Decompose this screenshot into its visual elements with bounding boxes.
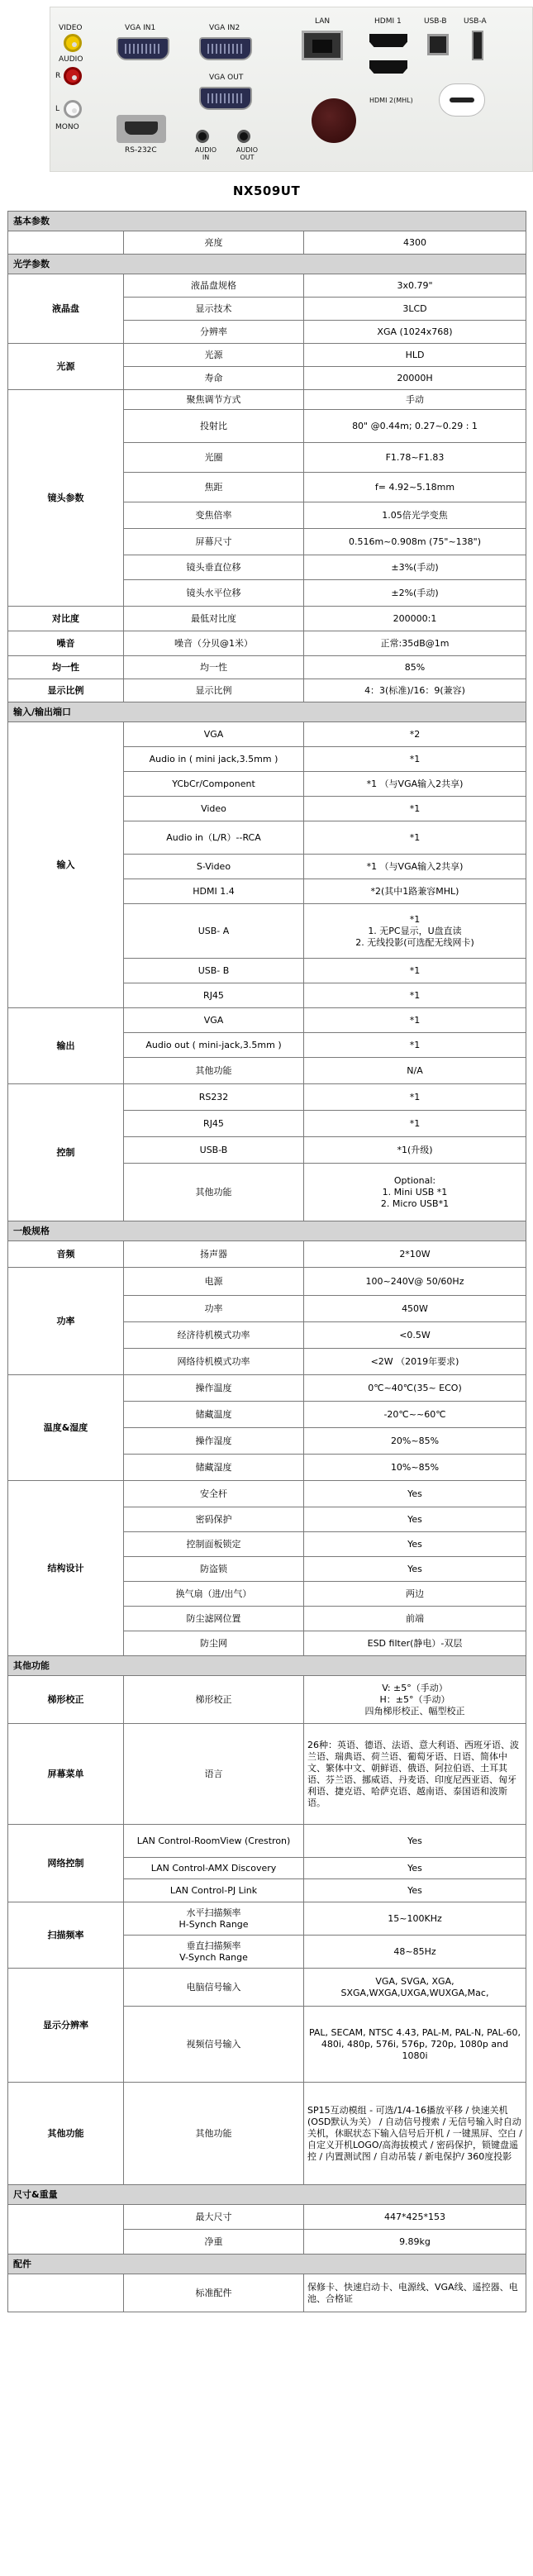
spec-label: 网络待机模式功率 xyxy=(124,1349,304,1375)
spec-value: 10%~85% xyxy=(304,1455,526,1481)
lan-port xyxy=(302,31,343,60)
audio-in-jack xyxy=(196,130,209,143)
spec-label: 水平扫描频率 H-Synch Range xyxy=(124,1902,304,1936)
spec-value: 9.89kg xyxy=(304,2230,526,2255)
spec-value: ±2%(手动) xyxy=(304,580,526,607)
spec-value: 0℃~40℃(35~ ECO) xyxy=(304,1375,526,1402)
spec-value: 手动 xyxy=(304,390,526,410)
table-row xyxy=(8,1241,526,1268)
spec-label: 均一性 xyxy=(124,656,304,679)
spec-label: VGA xyxy=(124,722,304,747)
wireless-dongle-slot xyxy=(439,83,485,117)
spec-value: PAL, SECAM, NTSC 4.43, PAL-M, PAL-N, PAL-60, 480i, 480p, 576i, 576p, 720p, 1080p and 1080i xyxy=(304,2007,526,2083)
spec-value: 前端 xyxy=(304,1607,526,1631)
spec-value: *1 （与VGA输入2共享) xyxy=(304,772,526,797)
panel-label-hdmi1: HDMI 1 xyxy=(374,17,402,26)
vga-in1-port xyxy=(117,37,169,60)
spec-label: 光源 xyxy=(124,344,304,367)
spec-label: USB- A xyxy=(124,904,304,959)
spec-value: *1 （与VGA输入2共享) xyxy=(304,855,526,879)
hdmi2-port xyxy=(369,60,407,74)
table-row xyxy=(8,1724,526,1825)
spec-label: 聚焦调节方式 xyxy=(124,390,304,410)
panel-label-usb-a: USB-A xyxy=(464,17,487,26)
panel-label-hdmi2: HDMI 2(MHL) xyxy=(369,97,413,104)
table-row xyxy=(8,1268,526,1296)
spec-label: 其他功能 xyxy=(124,2083,304,2185)
spec-value: *1 xyxy=(304,821,526,855)
spec-value: Yes xyxy=(304,1557,526,1582)
section-optical: 光学参数 xyxy=(8,255,526,274)
spec-label: 其他功能 xyxy=(124,1058,304,1084)
spec-value: *1 xyxy=(304,959,526,983)
spec-value: 3x0.79" xyxy=(304,274,526,298)
panel-label-rs232: RS-232C xyxy=(125,146,157,155)
table-row xyxy=(8,1481,526,1507)
spec-value: 两边 xyxy=(304,1582,526,1607)
spec-label: 最低对比度 xyxy=(124,607,304,631)
rs232-port xyxy=(117,115,166,143)
spec-label: 控制面板锁定 xyxy=(124,1532,304,1557)
spec-table xyxy=(7,211,526,2312)
spec-label: 液晶盘规格 xyxy=(124,274,304,298)
spec-label: 经济待机模式功率 xyxy=(124,1322,304,1349)
table-row xyxy=(8,1969,526,2007)
spec-value: *1 xyxy=(304,983,526,1008)
table-row xyxy=(8,2083,526,2185)
category-env: 温度&湿度 xyxy=(8,1375,124,1481)
spec-value: 48~85Hz xyxy=(304,1936,526,1969)
panel-label-lan: LAN xyxy=(315,17,331,26)
spec-label: RJ45 xyxy=(124,1111,304,1137)
spec-value: Yes xyxy=(304,1507,526,1532)
category-scan: 扫描频率 xyxy=(8,1902,124,1969)
spec-label: 梯形校正 xyxy=(124,1676,304,1724)
section-other: 其他功能 xyxy=(8,1656,526,1676)
category-resolution: 显示分辨率 xyxy=(8,1969,124,2083)
spec-value: ±3%(手动) xyxy=(304,555,526,580)
vga-out-port xyxy=(199,87,252,110)
panel-label-vga-in1: VGA IN1 xyxy=(125,24,156,32)
table-row xyxy=(8,1084,526,1111)
spec-label: Audio in ( mini jack,3.5mm ) xyxy=(124,747,304,772)
spec-value: *1 xyxy=(304,747,526,772)
usb-b-port xyxy=(427,34,449,55)
spec-value: <2W （2019年要求) xyxy=(304,1349,526,1375)
spec-value: Yes xyxy=(304,1879,526,1902)
spec-value: Yes xyxy=(304,1858,526,1879)
spec-value: 0.516m~0.908m (75"~138") xyxy=(304,529,526,555)
spec-label: YCbCr/Component xyxy=(124,772,304,797)
section-general: 一般规格 xyxy=(8,1221,526,1241)
spec-label: 换气扇（进/出气） xyxy=(124,1582,304,1607)
table-row xyxy=(8,344,526,367)
spec-value: 1.05倍光学变焦 xyxy=(304,502,526,529)
category-lcd: 液晶盘 xyxy=(8,274,124,344)
panel-label-vga-in2: VGA IN2 xyxy=(209,24,240,32)
spec-label: Audio in（L/R）--RCA xyxy=(124,821,304,855)
spec-value: 3LCD xyxy=(304,298,526,321)
table-row xyxy=(8,679,526,702)
spec-value: *1 xyxy=(304,1084,526,1111)
spec-value: HLD xyxy=(304,344,526,367)
spec-value: Optional: 1. Mini USB *1 2. Micro USB*1 xyxy=(304,1164,526,1221)
category-noise: 噪音 xyxy=(8,631,124,656)
spec-value: 4：3(标准)/16：9(兼容) xyxy=(304,679,526,702)
spec-label: 净重 xyxy=(124,2230,304,2255)
category-input: 输入 xyxy=(8,722,124,1008)
spec-label: 镜头垂直位移 xyxy=(124,555,304,580)
table-row xyxy=(8,1825,526,1858)
panel-label-video: VIDEO xyxy=(59,24,83,32)
spec-value: *2(其中1路兼容MHL) xyxy=(304,879,526,904)
hdmi1-port xyxy=(369,34,407,47)
table-row xyxy=(8,1375,526,1402)
spec-label: 标准配件 xyxy=(124,2274,304,2312)
category-extra: 其他功能 xyxy=(8,2083,124,2185)
section-accessories: 配件 xyxy=(8,2255,526,2274)
panel-label-audio: AUDIO xyxy=(59,55,83,64)
spec-value: 85% xyxy=(304,656,526,679)
spec-value: 100~240V@ 50/60Hz xyxy=(304,1268,526,1296)
category-power: 功率 xyxy=(8,1268,124,1375)
spec-value: *1 1. 无PC显示，U盘直读 2. 无线投影(可选配无线网卡) xyxy=(304,904,526,959)
spec-label: 最大尺寸 xyxy=(124,2205,304,2230)
spec-value: -20℃~~60℃ xyxy=(304,1402,526,1428)
panel-label-usb-b: USB-B xyxy=(424,17,447,26)
table-row xyxy=(8,607,526,631)
spec-value: 447*425*153 xyxy=(304,2205,526,2230)
spec-value: VGA, SVGA, XGA, SXGA,WXGA,UXGA,WUXGA,Mac, xyxy=(304,1969,526,2007)
spec-label: LAN Control-PJ Link xyxy=(124,1879,304,1902)
spec-value: 20000H xyxy=(304,367,526,390)
spec-label: 防盗锁 xyxy=(124,1557,304,1582)
spec-label: 储藏湿度 xyxy=(124,1455,304,1481)
spec-value: SP15互动模组 - 可选/1/4-16播放平移 / 快速关机(OSD默认为关） / 自动信号搜索 / 无信号输入时自动关机，休眠状态下输入信号后开机 / 一键黑屏、空白 / 自定义开机LOGO/高海拔模式 / 密码保护，锁键盘遥控 / 内置测试图 / 自动吊装 / 新电保护/ 360度投影 xyxy=(304,2083,526,2185)
category-uniformity: 均一性 xyxy=(8,656,124,679)
category-output: 输出 xyxy=(8,1008,124,1084)
spec-value: 26种：英语、德语、法语、意大利语、西班牙语、波兰语、瑞典语、荷兰语、葡萄牙语、日语、简体中文、繁体中文、朝鲜语、俄语、阿拉伯语、土耳其语、芬兰语、挪威语、丹麦语、印度尼西亚语、匈牙利语、捷克语、哈萨克语、越南语、泰国语和波斯语。 xyxy=(304,1724,526,1825)
table-row xyxy=(8,2205,526,2230)
spec-value: *1 xyxy=(304,797,526,821)
category-design: 结构设计 xyxy=(8,1481,124,1656)
section-size: 尺寸&重量 xyxy=(8,2185,526,2205)
spec-label: 分辨率 xyxy=(124,321,304,344)
audio-l-rca-port xyxy=(64,100,82,118)
category-light: 光源 xyxy=(8,344,124,390)
spec-value: *1(升级) xyxy=(304,1137,526,1164)
spec-label: 屏幕尺寸 xyxy=(124,529,304,555)
spec-label: 显示技术 xyxy=(124,298,304,321)
spec-value: F1.78~F1.83 xyxy=(304,443,526,473)
table-row xyxy=(8,1676,526,1724)
spec-label: 密码保护 xyxy=(124,1507,304,1532)
category-menu: 屏幕菜单 xyxy=(8,1724,124,1825)
spec-value: 80" @0.44m; 0.27~0.29 : 1 xyxy=(304,410,526,443)
spec-label: USB- B xyxy=(124,959,304,983)
spec-label: 语言 xyxy=(124,1724,304,1825)
spec-label: 扬声器 xyxy=(124,1241,304,1268)
io-panel-image xyxy=(50,7,533,172)
panel-label-l: L xyxy=(55,105,60,113)
spec-value: 正常:35dB@1m xyxy=(304,631,526,656)
spec-value: ESD filter(静电）-双层 xyxy=(304,1631,526,1656)
category-keystone: 梯形校正 xyxy=(8,1676,124,1724)
category-lens: 镜头参数 xyxy=(8,390,124,607)
spec-label: 投射比 xyxy=(124,410,304,443)
spec-label: 噪音（分贝@1米） xyxy=(124,631,304,656)
spec-label: Video xyxy=(124,797,304,821)
spec-value: Yes xyxy=(304,1532,526,1557)
spec-label: 功率 xyxy=(124,1296,304,1322)
spec-value: *1 xyxy=(304,1008,526,1033)
spec-value: 保修卡、快速启动卡、电源线、VGA线、遥控器、电池、合格证 xyxy=(304,2274,526,2312)
spec-label: 亮度 xyxy=(124,231,304,255)
spec-label: 操作湿度 xyxy=(124,1428,304,1455)
video-rca-port xyxy=(64,34,82,52)
spec-label: VGA xyxy=(124,1008,304,1033)
spec-label: 防尘网 xyxy=(124,1631,304,1656)
spec-value: 450W xyxy=(304,1296,526,1322)
category-ratio: 显示比例 xyxy=(8,679,124,702)
panel-label-vga-out: VGA OUT xyxy=(209,74,244,82)
spec-value: *2 xyxy=(304,722,526,747)
spec-label: Audio out ( mini-jack,3.5mm ) xyxy=(124,1033,304,1058)
spec-label: 电源 xyxy=(124,1268,304,1296)
section-basic: 基本参数 xyxy=(8,212,526,231)
vga-in2-port xyxy=(199,37,252,60)
spec-label: 显示比例 xyxy=(124,679,304,702)
table-row xyxy=(8,1902,526,1936)
model-title: NX509UT xyxy=(232,183,301,198)
audio-out-jack xyxy=(237,130,250,143)
table-row xyxy=(8,656,526,679)
spec-label: 电脑信号输入 xyxy=(124,1969,304,2007)
spec-value: XGA (1024x768) xyxy=(304,321,526,344)
spec-value: Yes xyxy=(304,1825,526,1858)
table-row xyxy=(8,1008,526,1033)
audio-r-rca-port xyxy=(64,67,82,85)
panel-label-mono: MONO xyxy=(55,123,79,131)
spec-label: 操作温度 xyxy=(124,1375,304,1402)
table-row xyxy=(8,2274,526,2312)
table-row xyxy=(8,231,526,255)
category-network: 网络控制 xyxy=(8,1825,124,1902)
table-row xyxy=(8,722,526,747)
spec-label: RJ45 xyxy=(124,983,304,1008)
spec-value: *1 xyxy=(304,1033,526,1058)
category-contrast: 对比度 xyxy=(8,607,124,631)
spec-value: f= 4.92~5.18mm xyxy=(304,473,526,502)
spec-label: 焦距 xyxy=(124,473,304,502)
ir-receiver-icon xyxy=(312,98,356,143)
spec-label: 镜头水平位移 xyxy=(124,580,304,607)
panel-label-audio-out: AUDIO OUT xyxy=(236,146,259,161)
spec-value: 20%~85% xyxy=(304,1428,526,1455)
spec-value: V: ±5°（手动） H：±5°（手动） 四角梯形校正、幅型校正 xyxy=(304,1676,526,1724)
spec-value: N/A xyxy=(304,1058,526,1084)
usb-a-port xyxy=(472,31,483,60)
spec-label: S-Video xyxy=(124,855,304,879)
spec-label: 视频信号输入 xyxy=(124,2007,304,2083)
spec-label: RS232 xyxy=(124,1084,304,1111)
category-control: 控制 xyxy=(8,1084,124,1221)
panel-label-audio-in: AUDIO IN xyxy=(194,146,217,161)
table-row xyxy=(8,390,526,410)
spec-label: 寿命 xyxy=(124,367,304,390)
section-io: 输入/输出端口 xyxy=(8,702,526,722)
spec-label: USB-B xyxy=(124,1137,304,1164)
spec-label: 储藏温度 xyxy=(124,1402,304,1428)
spec-value: Yes xyxy=(304,1481,526,1507)
spec-label: 变焦倍率 xyxy=(124,502,304,529)
spec-value: 15~100KHz xyxy=(304,1902,526,1936)
spec-label: 安全杆 xyxy=(124,1481,304,1507)
table-row xyxy=(8,274,526,298)
spec-value: 2*10W xyxy=(304,1241,526,1268)
panel-label-r: R xyxy=(55,72,61,80)
spec-value: 200000:1 xyxy=(304,607,526,631)
spec-label: HDMI 1.4 xyxy=(124,879,304,904)
table-row xyxy=(8,631,526,656)
spec-label: 其他功能 xyxy=(124,1164,304,1221)
spec-label: LAN Control-AMX Discovery xyxy=(124,1858,304,1879)
spec-label: 垂直扫描频率 V-Synch Range xyxy=(124,1936,304,1969)
spec-label: 光圈 xyxy=(124,443,304,473)
spec-label: 防尘滤网位置 xyxy=(124,1607,304,1631)
category-audio: 音频 xyxy=(8,1241,124,1268)
spec-value: <0.5W xyxy=(304,1322,526,1349)
spec-value: *1 xyxy=(304,1111,526,1137)
spec-label: LAN Control-RoomView (Crestron) xyxy=(124,1825,304,1858)
spec-value: 4300 xyxy=(304,231,526,255)
